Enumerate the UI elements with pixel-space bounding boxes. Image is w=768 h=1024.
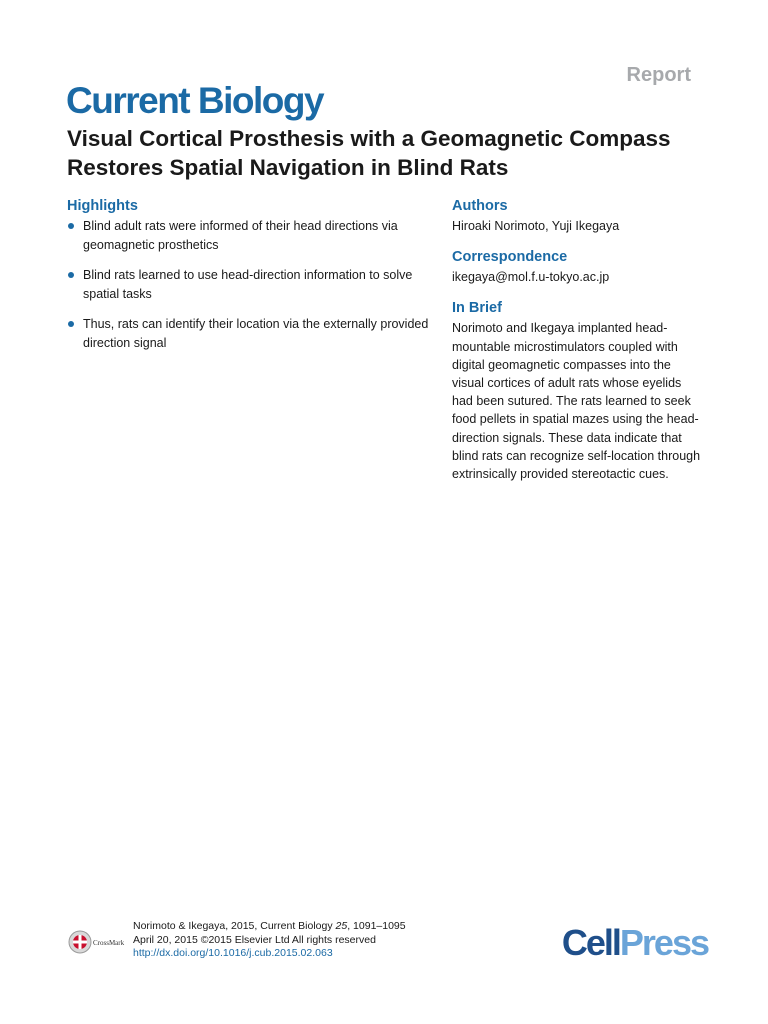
cellpress-logo <box>562 922 708 964</box>
bullet-icon <box>68 272 74 278</box>
correspondence-heading: Correspondence <box>452 249 568 266</box>
highlight-text: Blind rats learned to use head-direction information to solve spatial tasks <box>83 268 413 301</box>
logo-cell: Cell <box>561 922 620 963</box>
crossmark-label: CrossMark <box>93 939 125 947</box>
in-brief-section <box>452 300 702 483</box>
highlights-heading: Highlights <box>67 198 138 214</box>
highlight-item <box>67 266 437 303</box>
highlight-item <box>67 217 437 254</box>
crossmark-icon[interactable] <box>68 930 132 954</box>
authors-heading: Authors <box>452 198 508 214</box>
citation <box>133 920 406 961</box>
date-line: April 20, 2015 ©2015 Elsevier Ltd All rights reserved <box>133 933 376 946</box>
highlight-text: Blind adult rats were informed of their head directions via geomagnetic prosthetics <box>83 219 398 252</box>
highlight-text: Thus, rats can identify their location via the externally provided direction signal <box>83 317 429 350</box>
citation-volume: 25 <box>335 920 348 932</box>
in-brief-heading: In Brief <box>452 300 502 317</box>
doi-link[interactable]: http://dx.doi.org/10.1016/j.cub.2015.02.063 <box>133 947 333 959</box>
logo-press: Press <box>619 922 708 963</box>
author-names: Hiroaki Norimoto, Yuji Ikegaya <box>452 219 620 233</box>
paper-title: Visual Cortical Prosthesis with a Geomagnetic Compass Restores Spatial Navigation in Blind Rats <box>67 126 671 180</box>
citation-prefix: Norimoto & Ikegaya, 2015, Current Biology <box>133 920 336 932</box>
footer <box>68 920 708 970</box>
authors-section <box>452 198 702 235</box>
summary-sidebar <box>452 198 702 497</box>
correspondence-section <box>452 249 702 286</box>
journal-title: Current Biology <box>66 80 324 121</box>
bullet-icon <box>68 223 74 229</box>
citation-pages: , 1091–1095 <box>347 920 406 932</box>
highlight-item <box>67 315 437 352</box>
in-brief-text: Norimoto and Ikegaya implanted head-mountable microstimulators coupled with digital geomagnetic compasses into the visual cortices of adult rats whose eyelids had been sutured. The rats learned to seek food pellets in spatial mazes using the head-direction signals. These data indicate that blind rats can recognize self-location through extrinsically provided stereotactic cues. <box>452 321 701 482</box>
bullet-icon <box>68 321 74 327</box>
report-label: Report <box>626 64 691 86</box>
citation-line <box>133 920 406 934</box>
highlights-list <box>67 217 437 352</box>
correspondence-email[interactable]: ikegaya@mol.f.u-tokyo.ac.jp <box>452 270 610 285</box>
highlights-section <box>67 198 437 364</box>
